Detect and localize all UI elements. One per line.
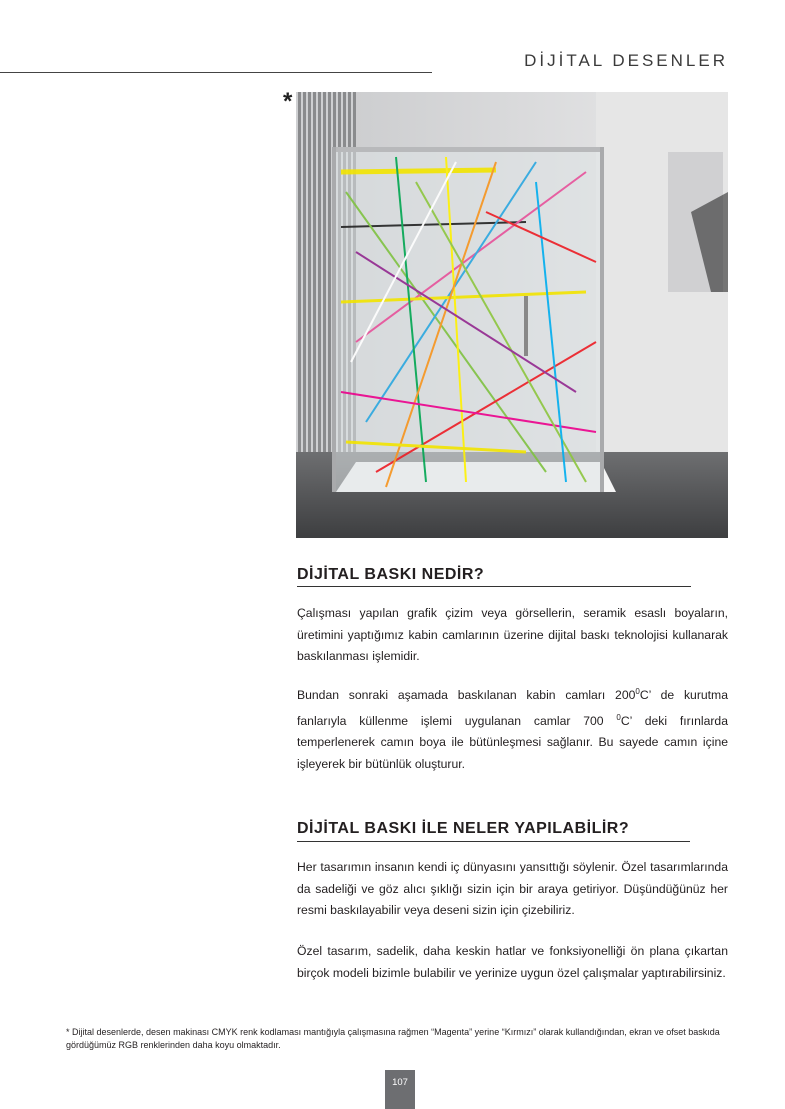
- shower-cabin-illustration: [296, 92, 728, 538]
- process-text-a: Bundan sonraki aşamada baskılanan kabin camları 200: [297, 688, 636, 703]
- shower-cabin-photo: [296, 92, 728, 538]
- degree-sup-2: 0: [616, 712, 621, 722]
- header-rule: [0, 72, 432, 73]
- asterisk-mark: *: [283, 88, 293, 115]
- page-number: 107: [385, 1070, 415, 1109]
- section-rule-what-is: [297, 586, 691, 587]
- process-text-b: C’ de kurutma fanlarıyla küllenme işlemi uygulanan camlar 700: [297, 688, 728, 728]
- paragraph-design: Her tasarımın insanın kendi iç dünyasını yansıttığı söylenir. Özel tasarımlarında da sadeliği ve göz alıcı şıklığı sizin için bir araya getiriyor. Düşündüğünüz her resmi baskılayabilir veya deseni sizin için çizebiliriz.: [297, 860, 728, 917]
- paragraph-process: [297, 681, 728, 775]
- footnote: * Dijital desenlerde, desen makinası CMYK renk kodlaması mantığıyla çalışmasına rağmen “Magenta” yerine “Kırmızı” olarak kullandığından, ekran ve ofset baskıda gördüğümüz RGB renklerinden daha koyu olmaktadır.: [66, 1027, 720, 1050]
- section-rule-what-can: [297, 841, 690, 842]
- degree-sup-1: 0: [635, 687, 640, 696]
- section-title-what-can: DİJİTAL BASKI İLE NELER YAPILABİLİR?: [297, 820, 630, 837]
- section-title-what-is: DİJİTAL BASKI NEDİR?: [297, 566, 485, 583]
- process-text-c: C’ deki fırınlarda temperlenerek camın boya ile bütünleşmesi sağlanır. Bu sayede camın içine işleyerek bir bütünlük oluşturur.: [297, 713, 728, 771]
- header-title: DİJİTAL DESENLER: [524, 51, 728, 70]
- paragraph-models: Özel tasarım, sadelik, daha keskin hatlar ve fonksiyonelliği ön plana çıkartan birçok modeli bizimle bulabilir ve yerinize uygun özel çalışmalar yaptırabilirsiniz.: [297, 944, 728, 980]
- paragraph-definition: Çalışması yapılan grafik çizim veya görsellerin, seramik esaslı boyaların, üretimini yaptığımız kabin camlarının üzerine dijital baskı teknolojisi kullanarak baskılanması işlemidir.: [297, 606, 728, 663]
